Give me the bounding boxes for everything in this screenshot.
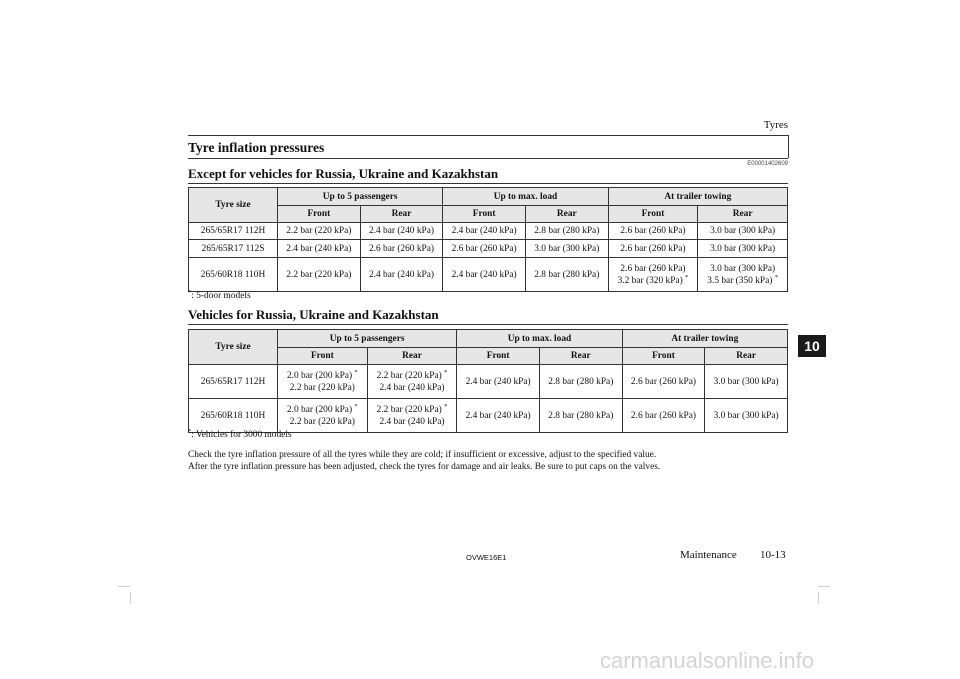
header-sub: Rear <box>367 348 457 365</box>
cell-value: 3.5 bar (350 kPa) <box>707 275 773 286</box>
table-cell <box>278 365 368 399</box>
table-cell <box>367 399 457 433</box>
body-paragraph-line: After the tyre inflation pressure has been adjusted, check the tyres for damage and air leaks. Be sure to put caps on the valves. <box>188 462 661 472</box>
cell-line <box>368 404 457 416</box>
table-cell: 2.8 bar (280 kPa) <box>525 223 608 240</box>
chapter-tab: 10 <box>798 335 826 357</box>
reference-code: E00001402609 <box>747 161 788 167</box>
header-sub: Front <box>622 348 705 365</box>
cell-line: 2.2 bar (220 kPa) <box>289 416 355 427</box>
header-sub: Rear <box>698 206 788 223</box>
table1 <box>188 187 788 292</box>
header-group: Up to 5 passengers <box>278 188 443 206</box>
header-sub: Front <box>608 206 698 223</box>
cell-line: 2.2 bar (220 kPa) <box>289 382 355 393</box>
table-row <box>189 258 788 292</box>
header-tyre-size: Tyre size <box>189 188 278 223</box>
header-sub: Rear <box>705 348 788 365</box>
table-cell: 3.0 bar (300 kPa) <box>705 365 788 399</box>
table-row <box>189 399 788 433</box>
table-cell: 2.8 bar (280 kPa) <box>525 258 608 292</box>
table2-heading: Vehicles for Russia, Ukraine and Kazakhstan <box>188 307 788 325</box>
table-row <box>189 223 788 240</box>
table-row <box>189 365 788 399</box>
document-code: OVWE16E1 <box>466 553 507 562</box>
table-cell: 2.6 bar (260 kPa) <box>622 365 705 399</box>
table-cell: 2.4 bar (240 kPa) <box>457 399 540 433</box>
header-sub: Front <box>278 348 368 365</box>
chapter-header: Tyres <box>763 119 788 131</box>
asterisk-mark: * <box>685 273 689 281</box>
asterisk-mark: * <box>444 368 448 376</box>
asterisk-mark: * <box>354 368 358 376</box>
table1-heading: Except for vehicles for Russia, Ukraine and Kazakhstan <box>188 166 788 184</box>
table-cell: 2.6 bar (260 kPa) <box>608 240 698 258</box>
header-group: Up to max. load <box>457 330 622 348</box>
table-cell: 3.0 bar (300 kPa) <box>705 399 788 433</box>
cell-line <box>609 275 698 287</box>
table-cell: 2.6 bar (260 kPa) <box>622 399 705 433</box>
table-cell: 2.8 bar (280 kPa) <box>539 399 622 433</box>
cell-tyre-size: 265/65R17 112H <box>189 365 278 399</box>
crop-mark <box>118 586 130 587</box>
cell-tyre-size: 265/65R17 112S <box>189 240 278 258</box>
table-cell: 2.6 bar (260 kPa) <box>443 240 526 258</box>
cell-line: 3.0 bar (300 kPa) <box>710 263 776 274</box>
watermark: carmanualsonline.info <box>600 648 815 673</box>
header-group: Up to 5 passengers <box>278 330 457 348</box>
header-group: At trailer towing <box>622 330 787 348</box>
header-sub: Front <box>278 206 361 223</box>
table-cell: 3.0 bar (300 kPa) <box>525 240 608 258</box>
footnote-text: : Vehicles for 3000 models <box>191 430 292 440</box>
table-cell <box>367 365 457 399</box>
asterisk-mark: * <box>444 402 448 410</box>
section-rule <box>188 158 788 159</box>
asterisk-mark: * <box>354 402 358 410</box>
table-cell: 3.0 bar (300 kPa) <box>698 240 788 258</box>
header-tyre-size: Tyre size <box>189 330 278 365</box>
cell-value: 2.0 bar (200 kPa) <box>286 404 353 415</box>
table-cell: 2.4 bar (240 kPa) <box>278 240 361 258</box>
footer-section-name: Maintenance <box>680 549 737 561</box>
table-row <box>189 240 788 258</box>
table-cell: 2.2 bar (220 kPa) <box>278 223 361 240</box>
cell-line <box>278 370 367 382</box>
cell-tyre-size: 265/60R18 110H <box>189 399 278 433</box>
table-cell: 2.4 bar (240 kPa) <box>443 258 526 292</box>
header-group: Up to max. load <box>443 188 608 206</box>
table-cell <box>278 399 368 433</box>
asterisk-mark: * <box>774 273 778 281</box>
table1-footnote <box>188 288 251 301</box>
asterisk-mark: * <box>188 288 192 296</box>
cell-line: 2.6 bar (260 kPa) <box>620 263 686 274</box>
cell-value: 2.2 bar (220 kPa) <box>376 370 442 381</box>
table-cell: 2.4 bar (240 kPa) <box>360 258 443 292</box>
cell-value: 3.2 bar (320 kPa) <box>617 275 683 286</box>
crop-mark <box>818 586 830 587</box>
cell-value: 2.0 bar (200 kPa) <box>286 370 353 381</box>
table-cell: 2.8 bar (280 kPa) <box>539 365 622 399</box>
cell-tyre-size: 265/65R17 112H <box>189 223 278 240</box>
cell-line <box>368 370 457 382</box>
header-sub: Rear <box>360 206 443 223</box>
header-group: At trailer towing <box>608 188 787 206</box>
cell-line: 2.4 bar (240 kPa) <box>379 382 445 393</box>
crop-mark <box>818 592 819 604</box>
table2 <box>188 329 788 433</box>
table-cell: 2.2 bar (220 kPa) <box>278 258 361 292</box>
table-cell: 3.0 bar (300 kPa) <box>698 223 788 240</box>
table-cell: 2.4 bar (240 kPa) <box>457 365 540 399</box>
header-sub: Rear <box>539 348 622 365</box>
body-paragraph-line: Check the tyre inflation pressure of all the tyres while they are cold; if insufficient or excessive, adjust to the specified value. <box>188 450 657 460</box>
table-cell: 2.6 bar (260 kPa) <box>608 223 698 240</box>
cell-value: 2.2 bar (220 kPa) <box>376 404 442 415</box>
section-title-bar <box>188 135 789 158</box>
table-cell <box>608 258 698 292</box>
cell-line <box>698 275 787 287</box>
crop-mark <box>130 592 131 604</box>
table2-footnote <box>188 427 292 440</box>
asterisk-mark: * <box>188 427 192 435</box>
cell-line <box>278 404 367 416</box>
header-sub: Rear <box>525 206 608 223</box>
header-sub: Front <box>443 206 526 223</box>
table-cell: 2.6 bar (260 kPa) <box>360 240 443 258</box>
cell-tyre-size: 265/60R18 110H <box>189 258 278 292</box>
section-title: Tyre inflation pressures <box>188 140 325 155</box>
table-cell: 2.4 bar (240 kPa) <box>360 223 443 240</box>
footnote-text: : 5-door models <box>191 291 251 301</box>
header-sub: Front <box>457 348 540 365</box>
cell-line: 2.4 bar (240 kPa) <box>379 416 445 427</box>
page-number: 10-13 <box>760 549 786 561</box>
table-cell <box>698 258 788 292</box>
table-cell: 2.4 bar (240 kPa) <box>443 223 526 240</box>
